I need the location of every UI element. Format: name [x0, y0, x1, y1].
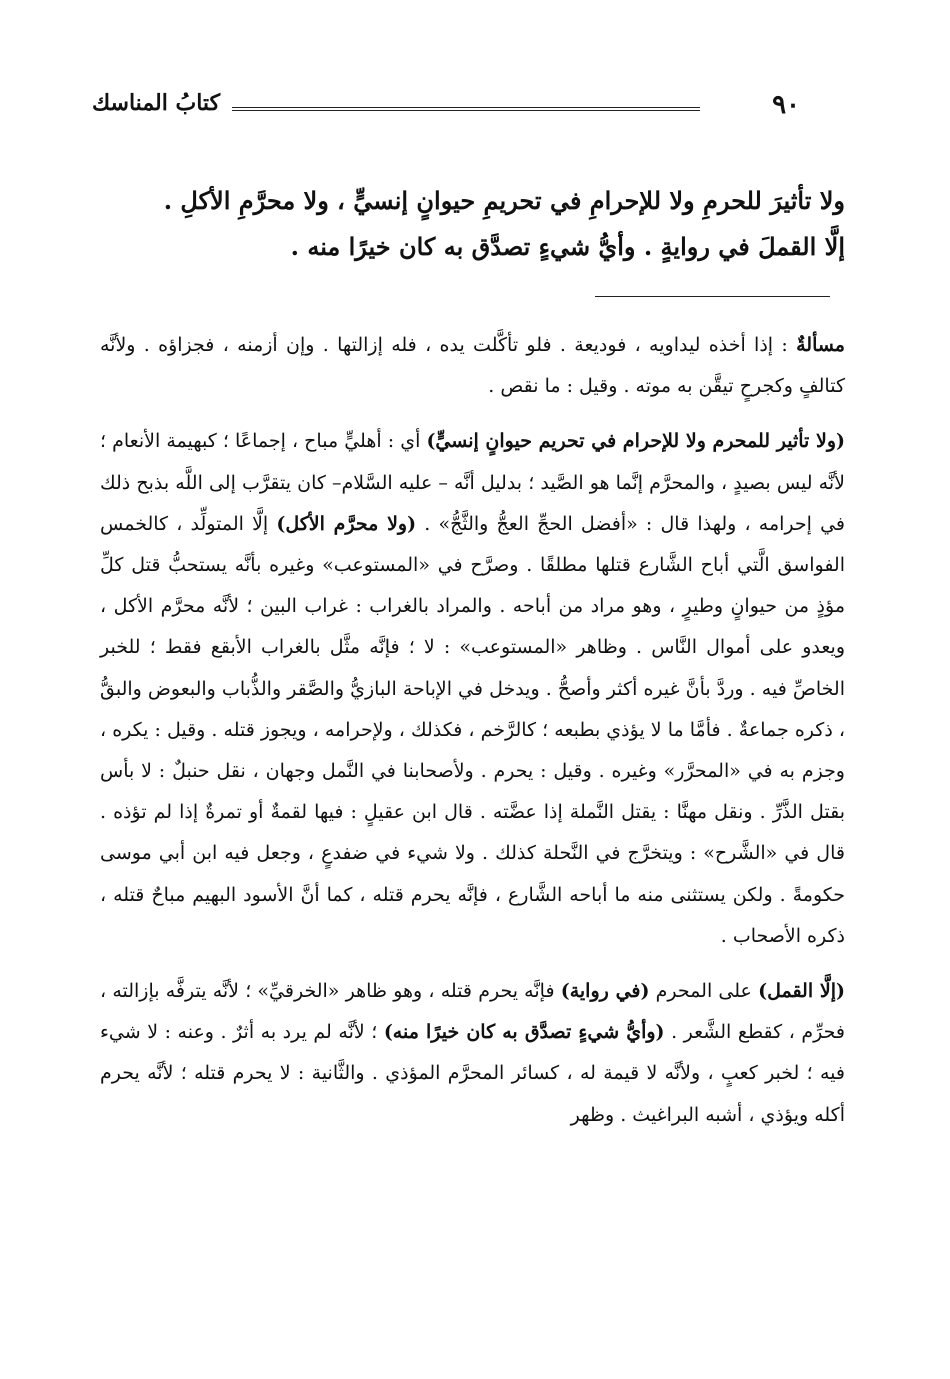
commentary-paragraph [100, 971, 845, 1136]
paragraph-text: أي : أهليٍّ مباح ، إجماعًا ؛ كبهيمة الأنعام ؛ لأنَّه ليس بصيدٍ ، والمحرَّم إنَّما هو الصَّيد ؛ بدليل أنَّه – عليه السَّلام– كان يتقرَّب إلى اللَّه بذبح ذلك في إحرامه ، ولهذا قال : «أفضل الحجِّ العجُّ والثَّجُّ» . [100, 430, 845, 535]
quoted-matn: (إلَّا القمل) [758, 980, 845, 1003]
commentary [100, 325, 845, 1150]
page-number: ٩٠ [772, 90, 800, 120]
main-text [100, 178, 845, 270]
page-header [92, 92, 800, 122]
quoted-matn: (ولا تأثير للمحرم ولا للإحرام في تحريم حيوانٍ إنسيٍّ) [426, 430, 845, 453]
header-rule [232, 107, 700, 111]
quoted-matn: (وأيُّ شيءٍ تصدَّق به كان خيرًا منه) [383, 1021, 665, 1044]
main-text-line: ولا تأثيرَ للحرمِ ولا للإحرامِ في تحريمِ حيوانٍ إنسيٍّ ، ولا محرَّمِ الأكلِ . [163, 186, 845, 215]
quoted-matn: (ولا محرَّم الأكل) [276, 512, 417, 535]
main-text-line: إلَّا القملَ في روايةٍ . وأيُّ شيءٍ تصدَّق به كان خيرًا منه . [290, 232, 845, 261]
commentary-paragraph [100, 421, 845, 957]
paragraph-text: فإنَّه يحرم قتله ، وهو ظاهر «الخرقيِّ» ؛ لأنَّه يترفَّه بإزالته ، فحرِّم ، كقطع الشَّعر . [100, 980, 845, 1044]
quoted-matn: (في رواية) [560, 980, 650, 1003]
paragraph-text: على المحرم [649, 980, 759, 1003]
paragraph-text: : إذا أخذه ليداويه ، فوديعة . فلو تأكَّلت يده ، فله إزالتها . وإن أزمنه ، فجزاؤه . ولأنَّه كتالفٍ وكجرحٍ تيقَّن به موته . وقيل : ما نقص . [100, 334, 845, 398]
paragraph-text: ؛ لأنَّه لم يرد به أثرٌ . وعنه : لا شيء فيه ؛ لخبر كعبٍ ، ولأنَّه لا قيمة له ، كسائر المحرَّم المؤذي . والثَّانية : لا يحرم قتله ؛ لأنَّه يحرم أكله ويؤذي ، أشبه البراغيث . وظهر [100, 1021, 845, 1126]
commentary-paragraph [100, 325, 845, 407]
paragraph-text: إلَّا المتولِّد ، كالخمس الفواسق الَّتي أباح الشَّارع قتلها مطلقًا . وصرَّح في «المستوعب» وغيره بأنَّه يستحبُّ قتل كلِّ مؤذٍ من حيوانٍ وطيرٍ ، وهو مراد من أباحه . والمراد بالغراب : غراب البين ؛ لأنَّه محرَّم الأكل ، ويعدو على أموال النَّاس . وظاهر «المستوعب» : لا ؛ فإنَّه مثَّل بالغراب الأبقع فقط ؛ للخبر الخاصِّ فيه . وردَّ بأنَّ غيره أكثر وأصحُّ . ويدخل في الإباحة البازيُّ والصَّقر والذُّباب والبعوض والبقُّ ، ذكره جماعةٌ . فأمَّا ما لا يؤذي بطبعه ؛ كالرَّخم ، فكذلك ، ولإحرامه ، ويجوز قتله . وقيل : يكره ، وجزم به في «المحرَّر» وغيره . وقيل : يحرم . ولأصحابنا في النَّمل وجهان ، نقل حنبلٌ : لا بأس بقتل الذَّرِّ . ونقل مهنَّا : يقتل النَّملة إذا عضَّته . قال ابن عقيلٍ : فيها لقمةٌ أو تمرةٌ إذا لم تؤذه . قال في «الشَّرح» : ويتخرَّج في النَّحلة كذلك . ولا شيء في ضفدعٍ ، وجعل فيه ابن أبي موسى حكومةً . ولكن يستثنى منه ما أباحه الشَّارع ، فإنَّه يحرم قتله ، كما أنَّ الأسود البهيم مباحٌ قتله ، ذكره الأصحاب . [100, 512, 845, 947]
separator-rule [595, 296, 830, 297]
book-title: كتابُ المناسك [92, 90, 221, 116]
term-label: مسألةٌ [796, 334, 845, 356]
